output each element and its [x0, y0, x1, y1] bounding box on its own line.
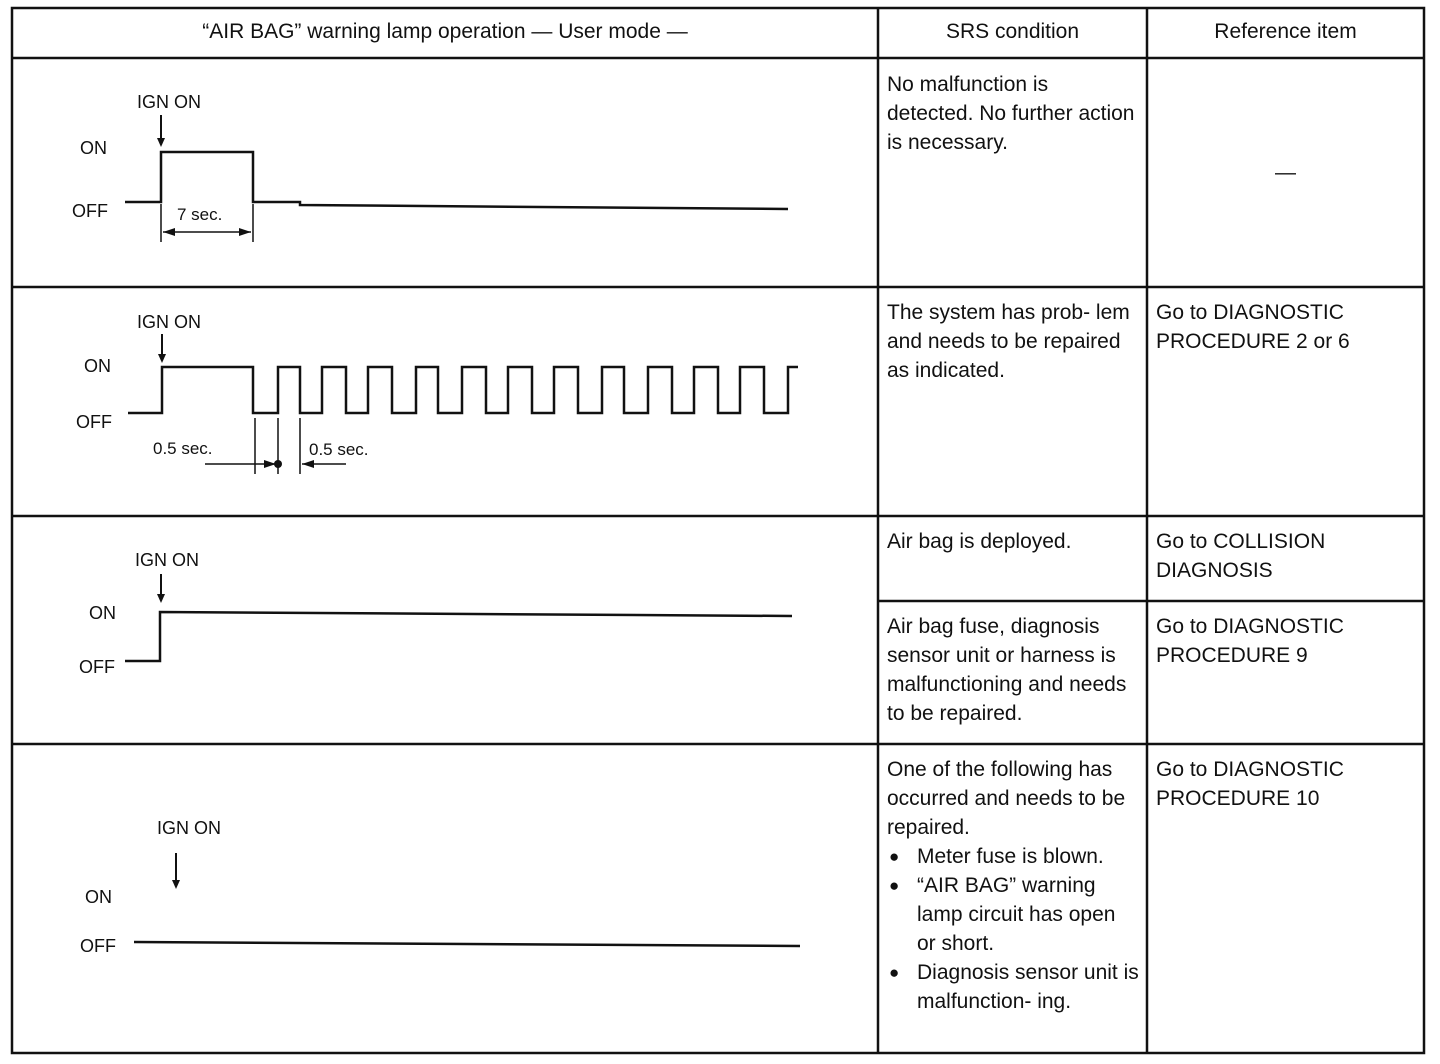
condition-intro: One of the following has occurred and needs to be repaired.: [887, 758, 1126, 839]
reference-cell: Go to DIAGNOSTIC PROCEDURE 9: [1156, 615, 1344, 667]
ign-on-label: IGN ON: [137, 312, 202, 332]
off-label: OFF: [80, 936, 116, 956]
srs-condition-cell: [887, 755, 1139, 1016]
condition-bullets: [887, 842, 1139, 1016]
ign-on-label: IGN ON: [157, 818, 222, 838]
lamp-signal: [134, 942, 800, 946]
reference-cell: Go to DIAGNOSTIC PROCEDURE 2 or 6: [1156, 301, 1350, 353]
srs-condition-cell: Air bag fuse, diagnosis sensor unit or harness is malfunctioning and needs to be repaired.: [887, 615, 1127, 725]
ign-on-label: IGN ON: [135, 550, 200, 570]
list-item: ● Meter fuse is blown.: [887, 842, 1139, 871]
on-label: ON: [84, 356, 111, 376]
on-label: ON: [89, 603, 116, 623]
off-label: OFF: [76, 412, 112, 432]
header-srs-condition: SRS condition: [945, 20, 1080, 43]
srs-condition-cell: The system has prob- lem and needs to be repaired as indicated.: [887, 301, 1130, 382]
on-label: ON: [80, 138, 107, 158]
off-label: OFF: [79, 657, 115, 677]
off-label: OFF: [72, 201, 108, 221]
header-reference-item: Reference item: [1214, 20, 1357, 43]
reference-cell: —: [1275, 161, 1296, 184]
reference-cell: Go to DIAGNOSTIC PROCEDURE 10: [1156, 758, 1344, 810]
duration-label: 7 sec.: [177, 205, 223, 224]
srs-condition-cell: No malfunction is detected. No further action is necessary.: [887, 73, 1135, 154]
list-item: ● Diagnosis sensor unit is malfunction- ing.: [887, 958, 1139, 1016]
reference-cell: Go to COLLISION DIAGNOSIS: [1156, 530, 1326, 582]
arrow-down-icon: [172, 880, 180, 889]
list-item: ● “AIR BAG” warning lamp circuit has open or short.: [887, 871, 1139, 958]
header-lamp-operation: “AIR BAG” warning lamp operation — User mode —: [202, 20, 688, 43]
period-label-left: 0.5 sec.: [153, 439, 213, 458]
period-label-right: 0.5 sec.: [309, 440, 369, 459]
srs-condition-cell: Air bag is deployed.: [887, 530, 1072, 553]
ign-on-label: IGN ON: [137, 92, 202, 112]
on-label: ON: [85, 887, 112, 907]
